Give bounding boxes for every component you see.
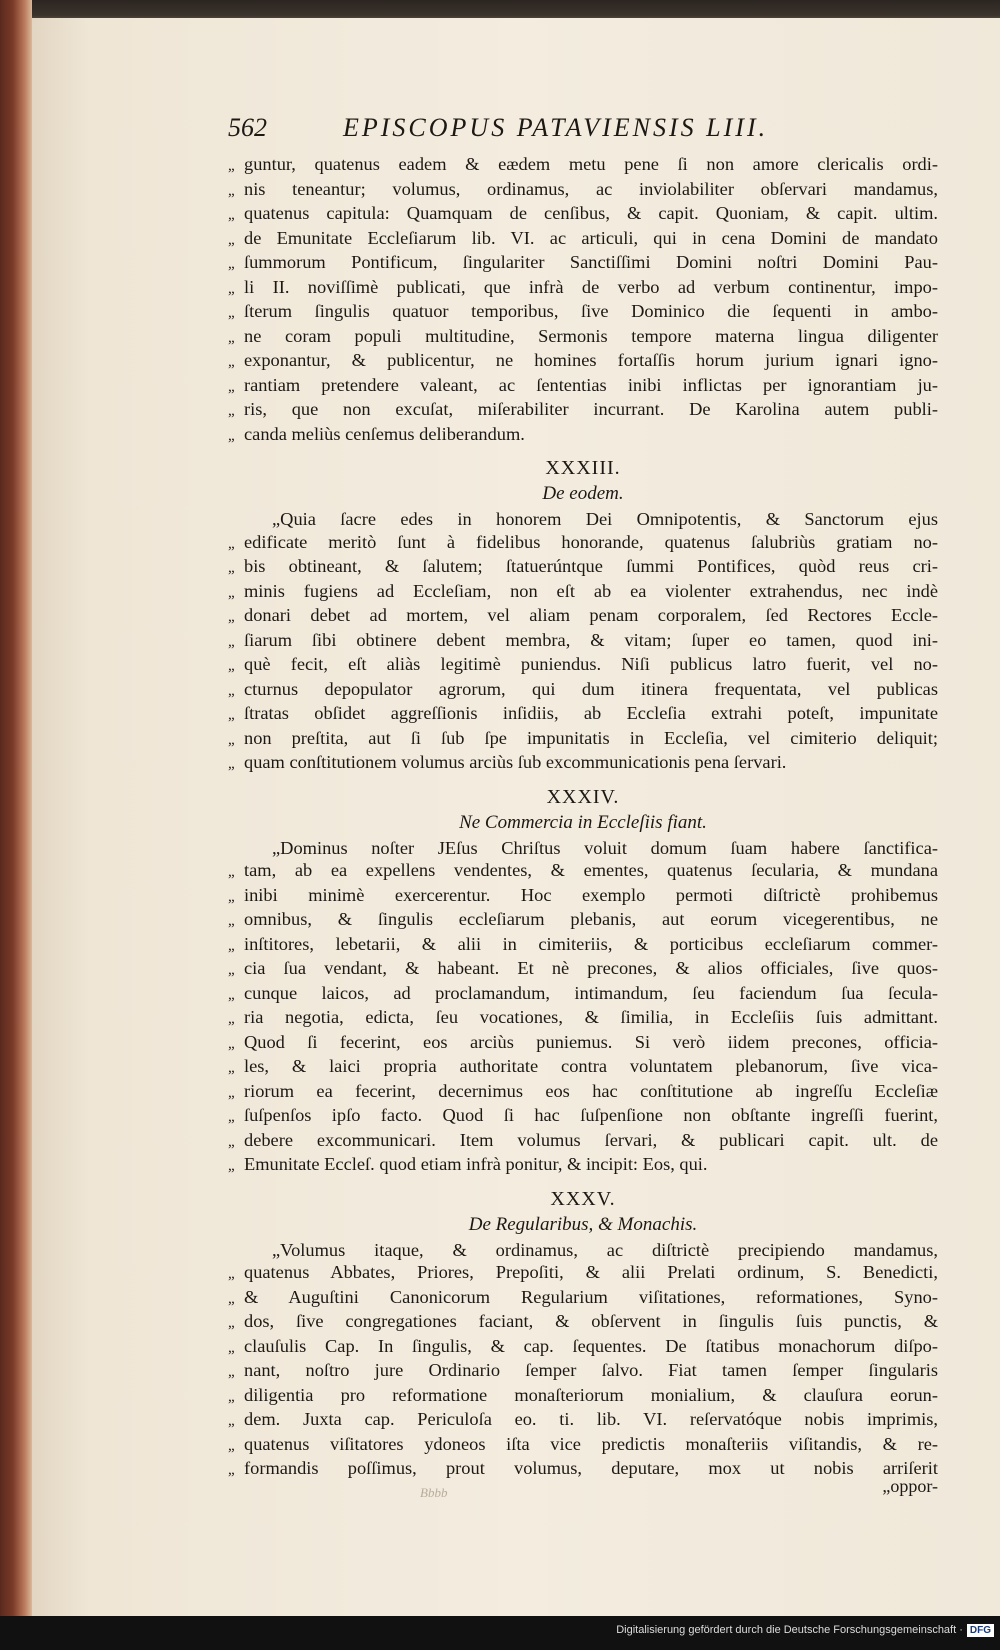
quote-mark: „ bbox=[228, 1462, 235, 1478]
line-text: guntur, quatenus eadem & eædem metu pene ſi non amore clericalis ordi- bbox=[244, 154, 938, 174]
text-line bbox=[228, 1359, 938, 1384]
quote-mark: „ bbox=[272, 837, 281, 858]
text-line bbox=[228, 1129, 938, 1154]
line-text: de Emunitate Eccleſiarum lib. VI. ac articuli, qui in cena Domini de mandato bbox=[244, 227, 938, 248]
text-line bbox=[228, 398, 938, 423]
line-text: formandis poſſimus, prout volumus, deputare, mox ut nobis arriſerit bbox=[244, 1458, 938, 1478]
line-text: debere excommunicari. Item volumus ſervari, & publicari capit. ult. de bbox=[244, 1129, 938, 1150]
line-text: edificate meritò ſunt à fidelibus honorande, quatenus ſalubriùs gratiam no- bbox=[244, 531, 938, 552]
quote-mark: „ bbox=[228, 427, 235, 444]
quote-mark: „ bbox=[228, 378, 235, 395]
text-line bbox=[228, 276, 938, 301]
text-line bbox=[228, 957, 938, 982]
line-text: nis teneantur; volumus, ordinamus, ac inviolabiliter obſervari mandamus, bbox=[244, 178, 938, 199]
text-line bbox=[228, 859, 938, 884]
text-line bbox=[228, 1457, 938, 1482]
quote-mark: „ bbox=[228, 731, 235, 748]
line-text: Volumus itaque, & ordinamus, ac diſtrictè precipiendo mandamus, bbox=[280, 1239, 938, 1260]
line-text: ris, que non excuſat, miſerabiliter incurrant. De Karolina autem publi- bbox=[244, 399, 938, 419]
quote-mark: „ bbox=[228, 560, 235, 576]
line-text: ſterum ſingulis quatuor temporibus, ſive Dominico die ſequenti in ambo- bbox=[244, 301, 938, 321]
quote-mark: „ bbox=[228, 1158, 235, 1174]
section-number: XXXIII. bbox=[545, 457, 621, 479]
text-line bbox=[228, 1433, 938, 1458]
binding-edge bbox=[0, 0, 32, 1650]
quote-mark: „ bbox=[228, 1315, 235, 1331]
quote-mark: „ bbox=[272, 1239, 281, 1260]
text-line bbox=[228, 702, 938, 727]
text-line bbox=[228, 202, 938, 227]
text-line bbox=[228, 604, 938, 629]
text-line bbox=[228, 678, 938, 703]
text-line bbox=[228, 1031, 938, 1056]
line-text: ſiarum ſibi obtinere debent membra, & vitam; ſuper eo tamen, quod ini- bbox=[244, 629, 938, 650]
signature-mark: Bbbb bbox=[420, 1485, 448, 1500]
quote-mark: „ bbox=[228, 1388, 235, 1405]
section-body bbox=[228, 1239, 938, 1482]
page-number: 562 bbox=[228, 113, 267, 142]
quote-mark: „ bbox=[228, 1413, 235, 1429]
text-line bbox=[228, 1408, 938, 1433]
line-text: non preſtita, aut ſi ſub ſpe impunitatis in Eccleſia, vel cimiterio deliquit; bbox=[244, 727, 938, 748]
quote-mark: „ bbox=[228, 682, 235, 699]
quote-mark: „ bbox=[228, 609, 235, 625]
text-line bbox=[228, 933, 938, 958]
quote-mark: „ bbox=[228, 280, 235, 297]
quote-mark: „ bbox=[228, 329, 235, 346]
quote-mark: „ bbox=[228, 1060, 235, 1076]
quote-mark: „ bbox=[228, 1364, 235, 1380]
text-line bbox=[228, 325, 938, 350]
line-text: dos, ſive congregationes faciant, & obſervent in ſingulis ſuis punctis, & bbox=[244, 1311, 938, 1331]
line-text: Quia ſacre edes in honorem Dei Omnipotentis, & Sanctorum ejus bbox=[280, 509, 938, 529]
line-text: dem. Juxta cap. Periculoſa eo. ti. lib. VI. reſervatóque nobis imprimis, bbox=[244, 1409, 938, 1429]
quote-mark: „ bbox=[228, 535, 235, 552]
text-line bbox=[228, 531, 938, 556]
line-text: les, & laici propria authoritate contra voluntatem plebanorum, ſive vica- bbox=[244, 1056, 938, 1076]
quote-mark: „ bbox=[228, 1133, 235, 1150]
line-text: Dominus noſter JEſus Chriſtus voluit domum ſuam habere ſanctifica- bbox=[280, 837, 938, 858]
quote-mark: „ bbox=[228, 305, 235, 321]
quote-mark: „ bbox=[228, 182, 235, 199]
quote-mark: „ bbox=[228, 1109, 235, 1125]
catchword: „oppor- bbox=[882, 1476, 938, 1496]
text-line bbox=[228, 508, 938, 531]
line-text: tam, ab ea expellens vendentes, & ementes, quatenus ſecularia, & mundana bbox=[244, 860, 938, 880]
quote-mark: „ bbox=[228, 231, 235, 248]
line-text: inibi minimè exercerentur. Hoc exemplo permoti diſtrictè prohibemus bbox=[244, 884, 938, 905]
text-line bbox=[228, 349, 938, 374]
text-line bbox=[228, 153, 938, 178]
text-line bbox=[228, 1104, 938, 1129]
paragraph-continued bbox=[228, 153, 938, 447]
text-line bbox=[228, 1335, 938, 1360]
quote-mark: „ bbox=[228, 888, 235, 905]
text-line bbox=[228, 227, 938, 252]
line-text: donari debet ad mortem, vel aliam penam corporalem, ſed Rectores Eccle- bbox=[244, 605, 938, 625]
text-line bbox=[228, 178, 938, 203]
running-head bbox=[228, 113, 938, 151]
quote-mark: „ bbox=[228, 1266, 235, 1282]
quote-mark: „ bbox=[228, 584, 235, 601]
text-line bbox=[228, 908, 938, 933]
line-text: exponantur, & publicentur, ne homines fortaſſis horum jurium ignari igno- bbox=[244, 350, 938, 370]
quote-mark: „ bbox=[228, 207, 235, 223]
quote-mark: „ bbox=[228, 1290, 235, 1307]
line-text: Emunitate Eccleſ. quod etiam infrà ponitur, & incipit: Eos, qui. bbox=[244, 1154, 708, 1174]
line-text: minis fugiens ad Eccleſiam, non eſt ab ea violenter extrahendus, nec indè bbox=[244, 580, 938, 601]
text-line bbox=[228, 374, 938, 399]
line-text: quatenus Abbates, Priores, Prepoſiti, & alii Prelati ordinum, S. Benedicti, bbox=[244, 1262, 938, 1282]
text-line bbox=[228, 555, 938, 580]
text-line bbox=[228, 751, 938, 776]
quote-mark: „ bbox=[228, 256, 235, 272]
text-line bbox=[228, 423, 938, 448]
text-line bbox=[228, 982, 938, 1007]
quote-mark: „ bbox=[228, 1084, 235, 1101]
section-title: Ne Commercia in Eccleſiis fiant. bbox=[459, 811, 707, 833]
quote-mark: „ bbox=[272, 509, 281, 529]
quote-mark: „ bbox=[228, 1437, 235, 1454]
line-text: cia ſua vendant, & habeant. Et nè precones, & alios officiales, ſive quos- bbox=[244, 958, 938, 978]
text-line bbox=[228, 580, 938, 605]
quote-mark: „ bbox=[228, 403, 235, 419]
line-text: quatenus viſitatores ydoneos iſta vice predictis monaſteriis viſitandis, & re- bbox=[244, 1433, 938, 1454]
section-title: De eodem. bbox=[542, 483, 624, 504]
line-text: diligentia pro reformatione monaſteriorum monialium, & clauſura eorun- bbox=[244, 1384, 938, 1405]
line-text: cunque laicos, ad proclamandum, intimandum, ſeu faciendum ſua ſecula- bbox=[244, 982, 938, 1003]
line-text: riorum ea fecerint, decernimus eos hac conſtitutione ab ingreſſu Eccleſiæ bbox=[244, 1080, 938, 1101]
line-text: omnibus, & ſingulis eccleſiarum plebanis, aut eorum vicegerentibus, ne bbox=[244, 909, 938, 929]
text-line bbox=[228, 1055, 938, 1080]
line-text: quatenus capitula: Quamquam de cenſibus, & capit. Quoniam, & capit. ultim. bbox=[244, 203, 938, 223]
quote-mark: „ bbox=[228, 937, 235, 954]
quote-mark: „ bbox=[228, 1011, 235, 1027]
line-text: inſtitores, lebetarii, & alii in cimiteriis, & porticibus eccleſiarum commer- bbox=[244, 933, 938, 954]
text-line bbox=[228, 1384, 938, 1409]
quote-mark: „ bbox=[228, 1035, 235, 1052]
line-text: rantiam pretendere valeant, ac ſententias inibi inflictas per ignorantiam ju- bbox=[244, 374, 938, 395]
text-line bbox=[228, 300, 938, 325]
text-line bbox=[228, 1080, 938, 1105]
text-line bbox=[228, 1310, 938, 1335]
section-number: XXXIV. bbox=[546, 785, 620, 808]
quote-mark: „ bbox=[228, 354, 235, 370]
text-line bbox=[228, 1239, 938, 1262]
quote-mark: „ bbox=[228, 707, 235, 723]
text-line bbox=[228, 629, 938, 654]
digitization-footer bbox=[0, 1624, 994, 1637]
quote-mark: „ bbox=[228, 864, 235, 880]
text-line bbox=[228, 653, 938, 678]
text-line bbox=[228, 1006, 938, 1031]
line-text: canda meliùs cenſemus deliberandum. bbox=[244, 423, 525, 444]
quote-mark: „ bbox=[228, 158, 235, 174]
line-text: & Auguſtini Canonicorum Regularium viſitationes, reformationes, Syno- bbox=[244, 1286, 938, 1307]
footer-text: Digitalisierung gefördert durch die Deutsche Forschungsgemeinschaft · bbox=[616, 1624, 963, 1636]
quote-mark: „ bbox=[228, 1339, 235, 1356]
section-body bbox=[228, 837, 938, 1178]
section-number: XXXV. bbox=[550, 1187, 616, 1210]
line-text: ria negotia, edicta, ſeu vocationes, & ſimilia, in Eccleſiis ſuis admittant. bbox=[244, 1007, 938, 1027]
quote-mark: „ bbox=[228, 633, 235, 650]
line-text: què fecit, eſt aliàs legitimè puniendus. Niſi publicus latro fuerit, vel no- bbox=[244, 654, 938, 674]
line-text: li II. noviſſimè publicati, que infrà de verbo ad verbum continentur, impo- bbox=[244, 276, 938, 297]
text-line bbox=[228, 837, 938, 860]
line-text: bis obtineant, & ſalutem; ſtatuerúntque ſummi Pontifices, quòd reus cri- bbox=[244, 556, 938, 576]
line-text: ſuſpenſos ipſo facto. Quod ſi hac ſuſpenſione non obſtante ingreſſi fuerint, bbox=[244, 1105, 938, 1125]
line-text: quam conſtitutionem volumus arciùs ſub excommunicationis pena ſervari. bbox=[244, 752, 787, 772]
line-text: cturnus depopulator agrorum, qui dum itinera frequentata, vel publicas bbox=[244, 678, 938, 699]
text-line bbox=[228, 251, 938, 276]
quote-mark: „ bbox=[228, 913, 235, 929]
text-line bbox=[228, 884, 938, 909]
quote-mark: „ bbox=[228, 658, 235, 674]
text-line bbox=[228, 727, 938, 752]
line-text: ne coram populi multitudine, Sermonis tempore materna lingua diligenter bbox=[244, 325, 938, 346]
line-text: nant, noſtro jure Ordinario ſemper ſalvo. Fiat tamen ſemper ſingularis bbox=[244, 1360, 938, 1380]
section-body bbox=[228, 508, 938, 776]
line-text: ſtratas obſidet aggreſſionis inſidiis, ab Eccleſia extrahi poteſt, impunitate bbox=[244, 703, 938, 723]
text-line bbox=[228, 1286, 938, 1311]
dfg-logo: DFG bbox=[967, 1624, 994, 1637]
text-line bbox=[228, 1153, 938, 1178]
page-text bbox=[228, 113, 938, 1482]
running-title: EPISCOPUS PATAVIENSIS LIII. bbox=[343, 113, 769, 142]
section-title: De Regularibus, & Monachis. bbox=[468, 1213, 698, 1235]
line-text: Quod ſi fecerint, eos arciùs puniemus. Si verò iidem precones, officia- bbox=[244, 1031, 938, 1052]
line-text: ſummorum Pontificum, ſingulariter Sanctiſſimi Domini noſtri Domini Pau- bbox=[244, 252, 938, 272]
line-text: clauſulis Cap. In ſingulis, & cap. ſequentes. De ſtatibus monachorum diſpo- bbox=[244, 1335, 938, 1356]
text-line bbox=[228, 1261, 938, 1286]
quote-mark: „ bbox=[228, 962, 235, 978]
quote-mark: „ bbox=[228, 986, 235, 1003]
quote-mark: „ bbox=[228, 756, 235, 772]
